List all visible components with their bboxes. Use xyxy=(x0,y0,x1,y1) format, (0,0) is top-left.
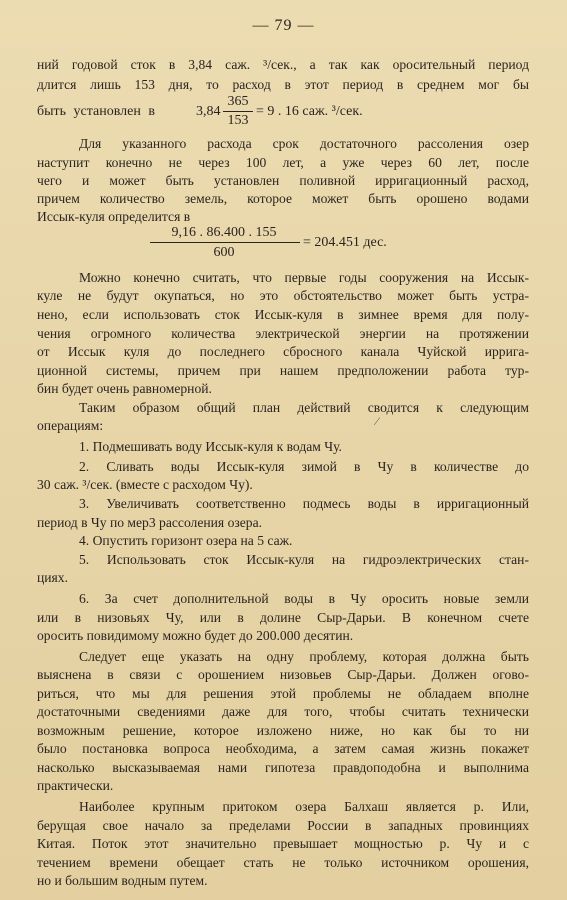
text-line: наступит конечно не через 100 лет, а уже через 60 лет, после xyxy=(37,155,529,170)
list-item: период в Чу по мер3 рассоления озера. xyxy=(37,515,263,530)
list-item: 2. Сливать воды Иссык-куля зимой в Чу в количестве до xyxy=(79,459,529,474)
list-item: 1. Подмешивать воду Иссык-куля к водам Чу. xyxy=(79,439,342,454)
text-line: берущая свое начало за пределами России в западных провинциях xyxy=(37,818,529,833)
list-item: 30 саж. ³/сек. (вместе с расходом Чу). xyxy=(37,477,253,492)
text-line: Можно конечно считать, что первые годы сооружения на Иссык- xyxy=(79,270,529,285)
formula1-fraction-bar xyxy=(223,111,253,112)
text-line: Китая. Поток этот значительно превышает мощностью р. Чу и с xyxy=(37,836,529,851)
formula1-numerator: 365 xyxy=(227,94,249,109)
text-line: чего и может быть установлен поливной ирригационный расход, xyxy=(37,173,529,188)
text-line: Для указанного расхода срок достаточного рассоления озер xyxy=(79,136,529,151)
text-line: Следует еще указать на одну проблему, которая должна быть xyxy=(79,649,529,664)
text-line: возможным решение, которое изложено ниже, но как бы то ни xyxy=(37,723,529,738)
text-line: выяснена в связи с орошением низовьев Сыр-Дарьи. Должен огово- xyxy=(37,667,529,682)
text-line: причем количество земель, которое может быть орошено водами xyxy=(37,191,529,206)
text-line: куле не будут окупаться, но это обстоятельство может быть устра- xyxy=(37,288,529,303)
text-line: было постановка вопроса необходима, а затем самая жизнь покажет xyxy=(37,741,529,756)
formula1-coef: 3,84 xyxy=(196,104,221,119)
text-line: Наиболее крупным притоком озера Балхаш является р. Или, xyxy=(79,799,529,814)
formula1-result: = 9 . 16 саж. ³/сек. xyxy=(256,104,363,119)
text-line: операциям: xyxy=(37,418,104,433)
text-line: бин будет очень равномерной. xyxy=(37,381,212,396)
text-line: чения огромного количества электрической энергии на протяжении xyxy=(37,326,529,341)
formula2-denominator: 600 xyxy=(213,245,235,260)
text-line: достаточными сведениями даже для того, чтобы считать технически xyxy=(37,704,529,719)
list-item: или в низовьях Чу, или в долине Сыр-Дарьи. В конечном счете xyxy=(37,610,529,625)
text-line: но и большим водным путем. xyxy=(37,873,208,888)
text-line: нено, если использовать сток Иссык-куля в зимнее время для полу- xyxy=(37,307,529,322)
text-line: ний годовой сток в 3,84 саж. ³/сек., а так как оросительный период xyxy=(37,57,529,72)
formula2-result: = 204.451 дес. xyxy=(303,235,387,250)
formula1-prefix: быть установлен в xyxy=(37,104,155,119)
text-line: течением времени обещает стать не только источником орошения, xyxy=(37,855,529,870)
text-line: практически. xyxy=(37,778,114,793)
formula1-denominator: 153 xyxy=(227,113,249,128)
text-line: от Иссык куля до последнего сбросного канала Чуйской ирригa- xyxy=(37,344,529,359)
list-item: 3. Увеличивать соответственно подмесь воды в ирригационный xyxy=(79,496,529,511)
text-line: риться, что мы для решения этой проблемы не обладаем вполне xyxy=(37,686,529,701)
text-line: Таким образом общий план действий сводится к следующим xyxy=(79,400,529,415)
formula2-fraction-bar xyxy=(150,242,300,243)
formula2-numerator: 9,16 . 86.400 . 155 xyxy=(171,225,277,240)
text-line: ционной системы, причем при нашем предположении работа тур- xyxy=(37,363,529,378)
page-number: — 79 — xyxy=(252,17,315,34)
text-line: длится лишь 153 дня, то расход в этот период в среднем мог бы xyxy=(37,77,529,92)
list-item: циях. xyxy=(37,570,68,585)
list-item: 5. Использовать сток Иссык-куля на гидроэлектрических стан- xyxy=(79,552,529,567)
pencil-mark: ⁄ xyxy=(376,414,379,428)
text-line: насколько высказываемая нами гипотеза правдоподобна и выполнима xyxy=(37,760,529,775)
list-item: 4. Опустить горизонт озера на 5 саж. xyxy=(79,533,293,548)
list-item: 6. За счет дополнительной воды в Чу оросить новые земли xyxy=(79,591,529,606)
list-item: оросить повидимому можно будет до 200.000 десятин. xyxy=(37,628,354,643)
text-line: Иссык-куля определится в xyxy=(37,209,191,224)
